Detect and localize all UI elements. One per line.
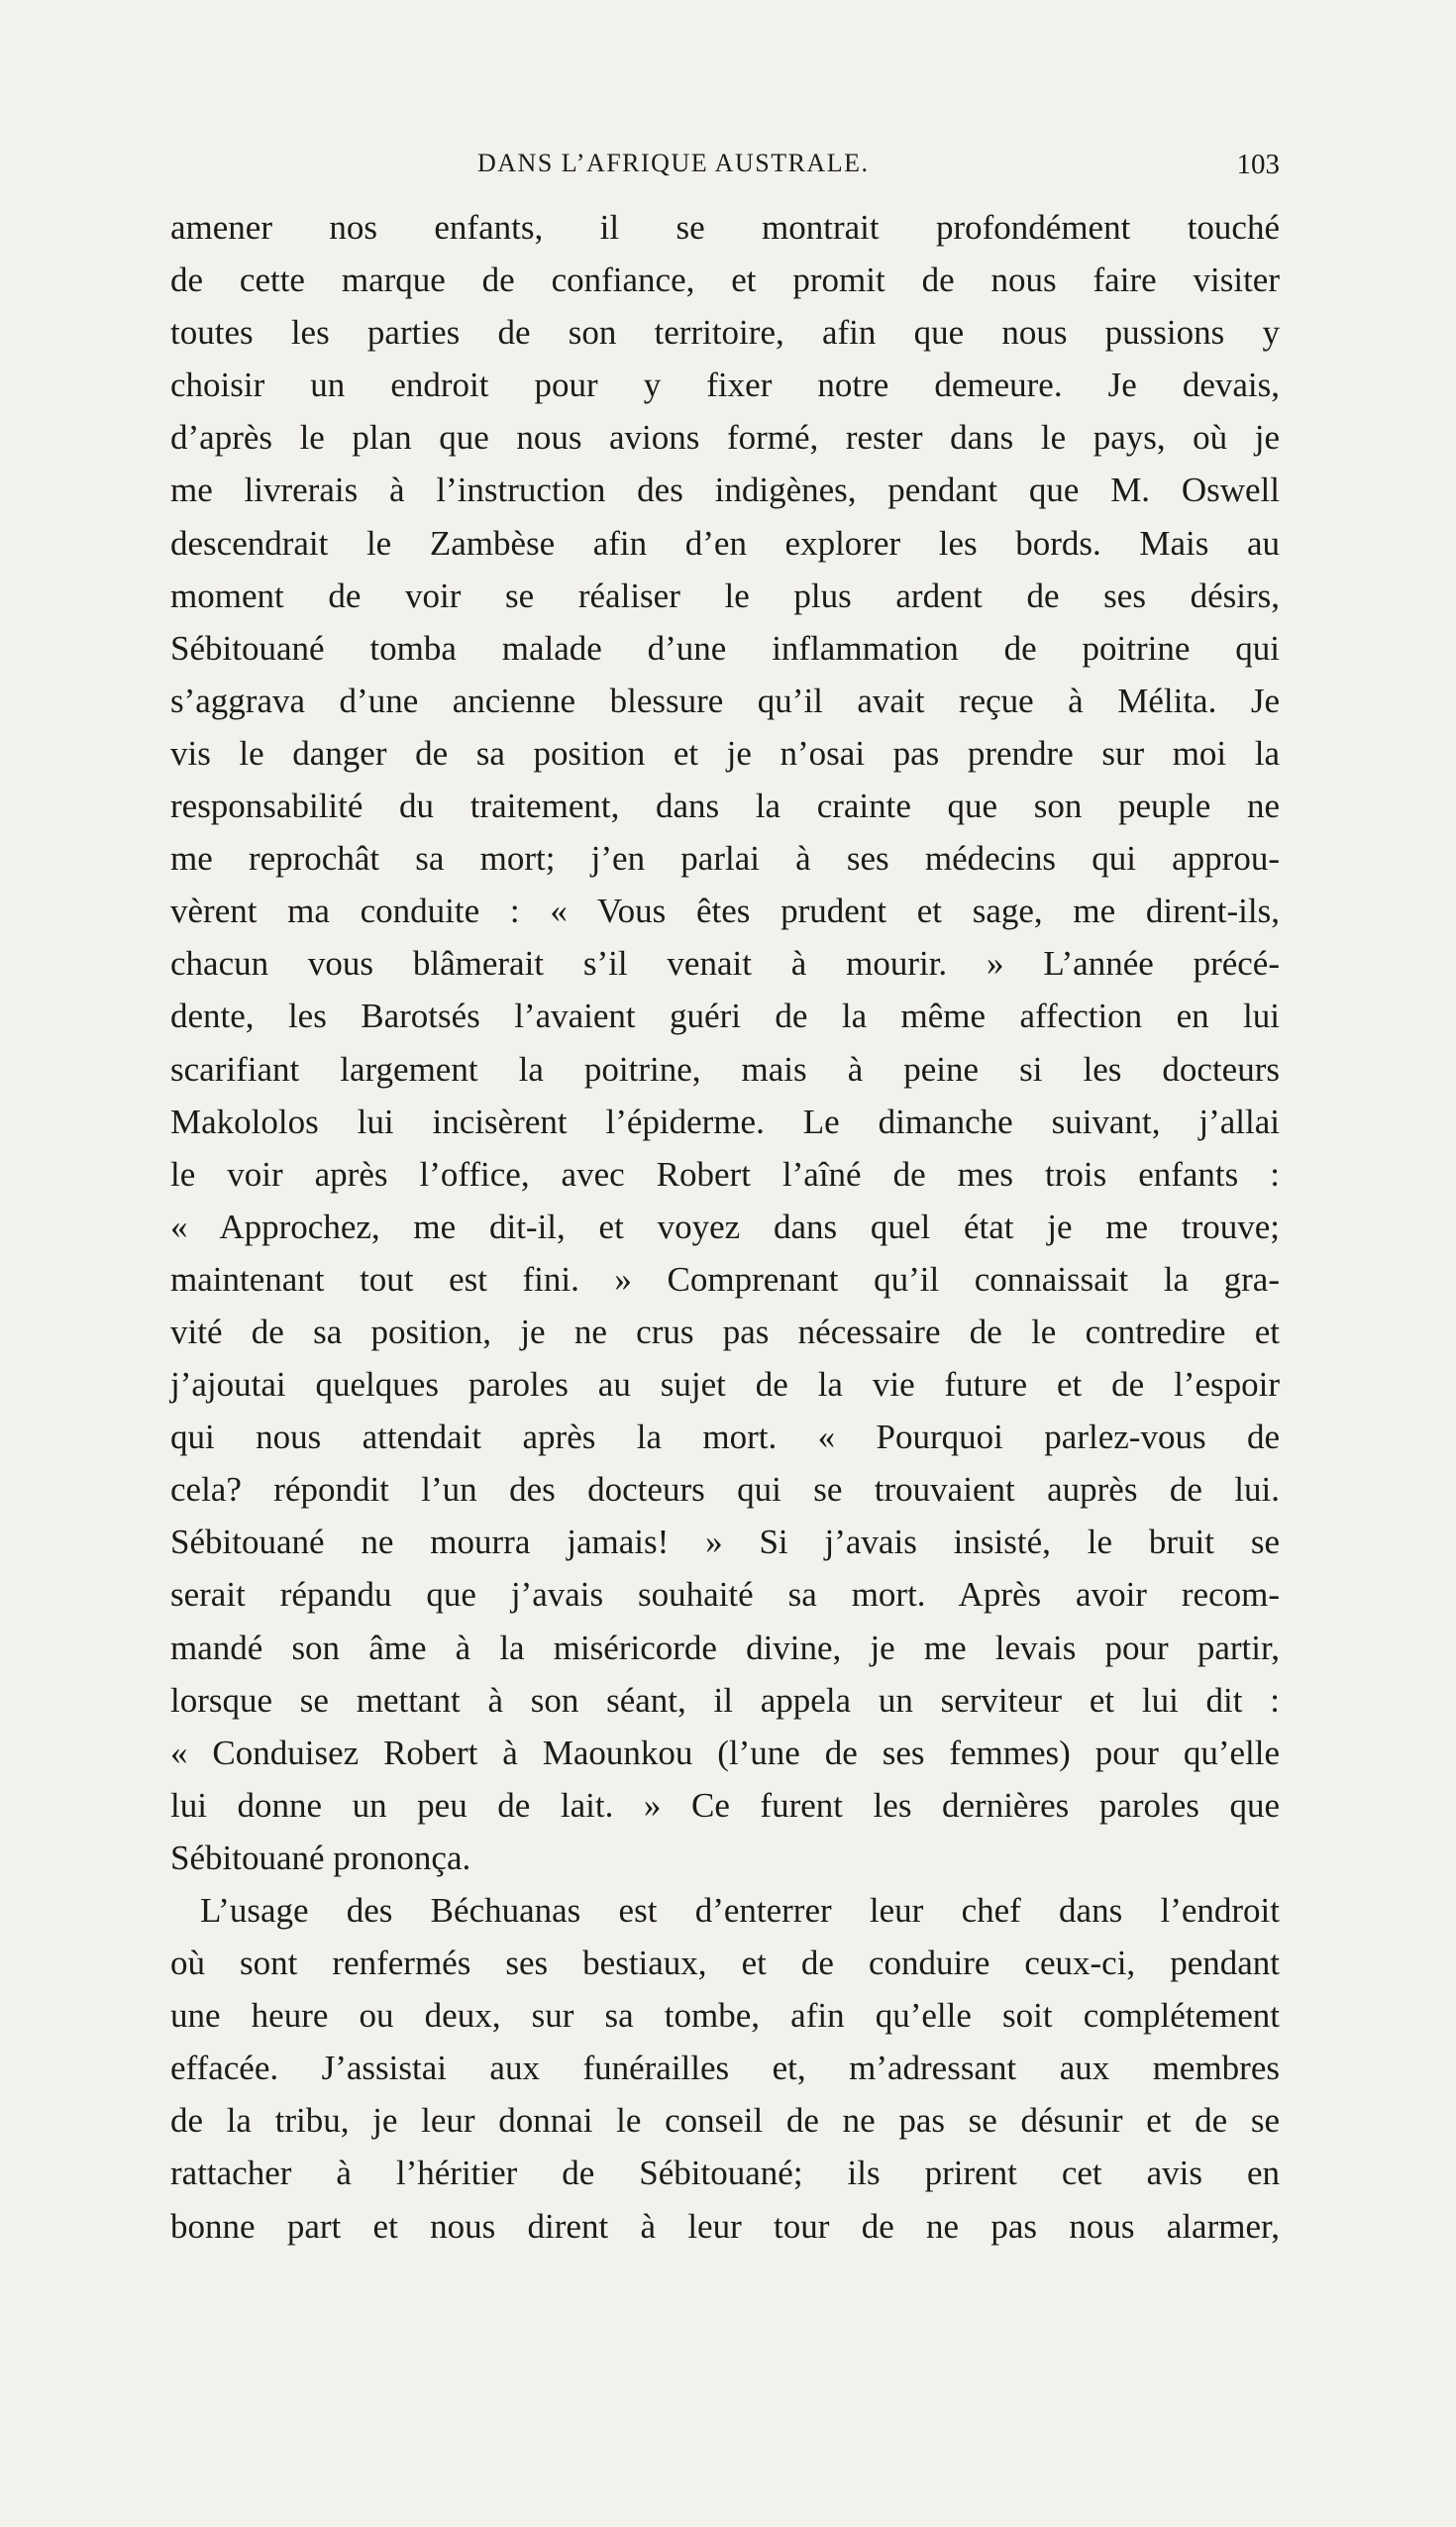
text-line: s’aggrava d’une ancienne blessure qu’il avait reçue à Mélita. Je	[170, 681, 1280, 720]
text-line: le voir après l’office, avec Robert l’aîné de mes trois enfants :	[170, 1154, 1280, 1194]
text-line: amener nos enfants, il se montrait profondément touché	[170, 208, 1280, 247]
text-line: bonne part et nous dirent à leur tour de ne pas nous alarmer,	[170, 2206, 1280, 2246]
text-line: vité de sa position, je ne crus pas nécessaire de le contredire et	[170, 1312, 1280, 1351]
text-line: responsabilité du traitement, dans la crainte que son peuple ne	[170, 787, 1280, 826]
text-line: Makololos lui incisèrent l’épiderme. Le dimanche suivant, j’allai	[170, 1102, 1280, 1141]
text-line: « Conduisez Robert à Maounkou (l’une de ses femmes) pour qu’elle	[170, 1733, 1280, 1772]
text-line: de cette marque de confiance, et promit de nous faire visiter	[170, 261, 1280, 300]
paragraph-1	[170, 201, 1280, 1884]
text-line: dente, les Barotsés l’avaient guéri de la même affection en lui	[170, 997, 1280, 1036]
text-line: Sébitouané prononça.	[170, 1838, 471, 1877]
paragraph-2	[170, 1884, 1280, 2253]
text-line: Sébitouané tomba malade d’une inflammation de poitrine qui	[170, 628, 1280, 668]
text-line: lorsque se mettant à son séant, il appela un serviteur et lui dit :	[170, 1680, 1280, 1720]
running-title: DANS L’AFRIQUE AUSTRALE.	[477, 149, 870, 177]
text-line: cela? répondit l’un des docteurs qui se trouvaient auprès de lui.	[170, 1470, 1280, 1510]
text-line: effacée. J’assistai aux funérailles et, m’adressant aux membres	[170, 2049, 1280, 2088]
text-line: rattacher à l’héritier de Sébitouané; ils prirent cet avis en	[170, 2154, 1280, 2193]
text-line: « Approchez, me dit-il, et voyez dans quel état je me trouve;	[170, 1207, 1280, 1246]
text-line: L’usage des Béchuanas est d’enterrer leur chef dans l’endroit	[200, 1891, 1280, 1930]
page-number: 103	[1236, 149, 1280, 180]
text-line: descendrait le Zambèse afin d’en explorer les bords. Mais au	[170, 523, 1280, 563]
text-line: où sont renfermés ses bestiaux, et de conduire ceux-ci, pendant	[170, 1944, 1280, 1983]
text-line: de la tribu, je leur donnai le conseil de ne pas se désunir et de se	[170, 2101, 1280, 2141]
text-line: scarifiant largement la poitrine, mais à peine si les docteurs	[170, 1049, 1280, 1089]
text-line: serait répandu que j’avais souhaité sa mort. Après avoir recom-	[170, 1575, 1280, 1615]
body-text	[170, 201, 1280, 2253]
text-line: chacun vous blâmerait s’il venait à mourir. » L’année précé-	[170, 944, 1280, 984]
text-line: qui nous attendait après la mort. « Pourquoi parlez-vous de	[170, 1418, 1280, 1457]
text-line: d’après le plan que nous avions formé, rester dans le pays, où je	[170, 418, 1280, 458]
text-line: vis le danger de sa position et je n’osai pas prendre sur moi la	[170, 733, 1280, 773]
text-line: me reprochât sa mort; j’en parlai à ses médecins qui approu-	[170, 839, 1280, 879]
text-line: toutes les parties de son territoire, afin que nous pussions y	[170, 313, 1280, 353]
text-line: maintenant tout est fini. » Comprenant qu’il connaissait la gra-	[170, 1259, 1280, 1299]
text-line: Sébitouané ne mourra jamais! » Si j’avais insisté, le bruit se	[170, 1523, 1280, 1562]
text-line: mandé son âme à la miséricorde divine, je me levais pour partir,	[170, 1628, 1280, 1667]
text-line: vèrent ma conduite : « Vous êtes prudent et sage, me dirent-ils,	[170, 892, 1280, 931]
text-line: une heure ou deux, sur sa tombe, afin qu’elle soit complétement	[170, 1996, 1280, 2036]
text-line: moment de voir se réaliser le plus ardent de ses désirs,	[170, 576, 1280, 615]
text-line: lui donne un peu de lait. » Ce furent les dernières paroles que	[170, 1785, 1280, 1825]
text-line: choisir un endroit pour y fixer notre demeure. Je devais,	[170, 366, 1280, 405]
text-line: me livrerais à l’instruction des indigènes, pendant que M. Oswell	[170, 471, 1280, 510]
running-head	[170, 149, 1280, 188]
text-line: j’ajoutai quelques paroles au sujet de la vie future et de l’espoir	[170, 1365, 1280, 1405]
